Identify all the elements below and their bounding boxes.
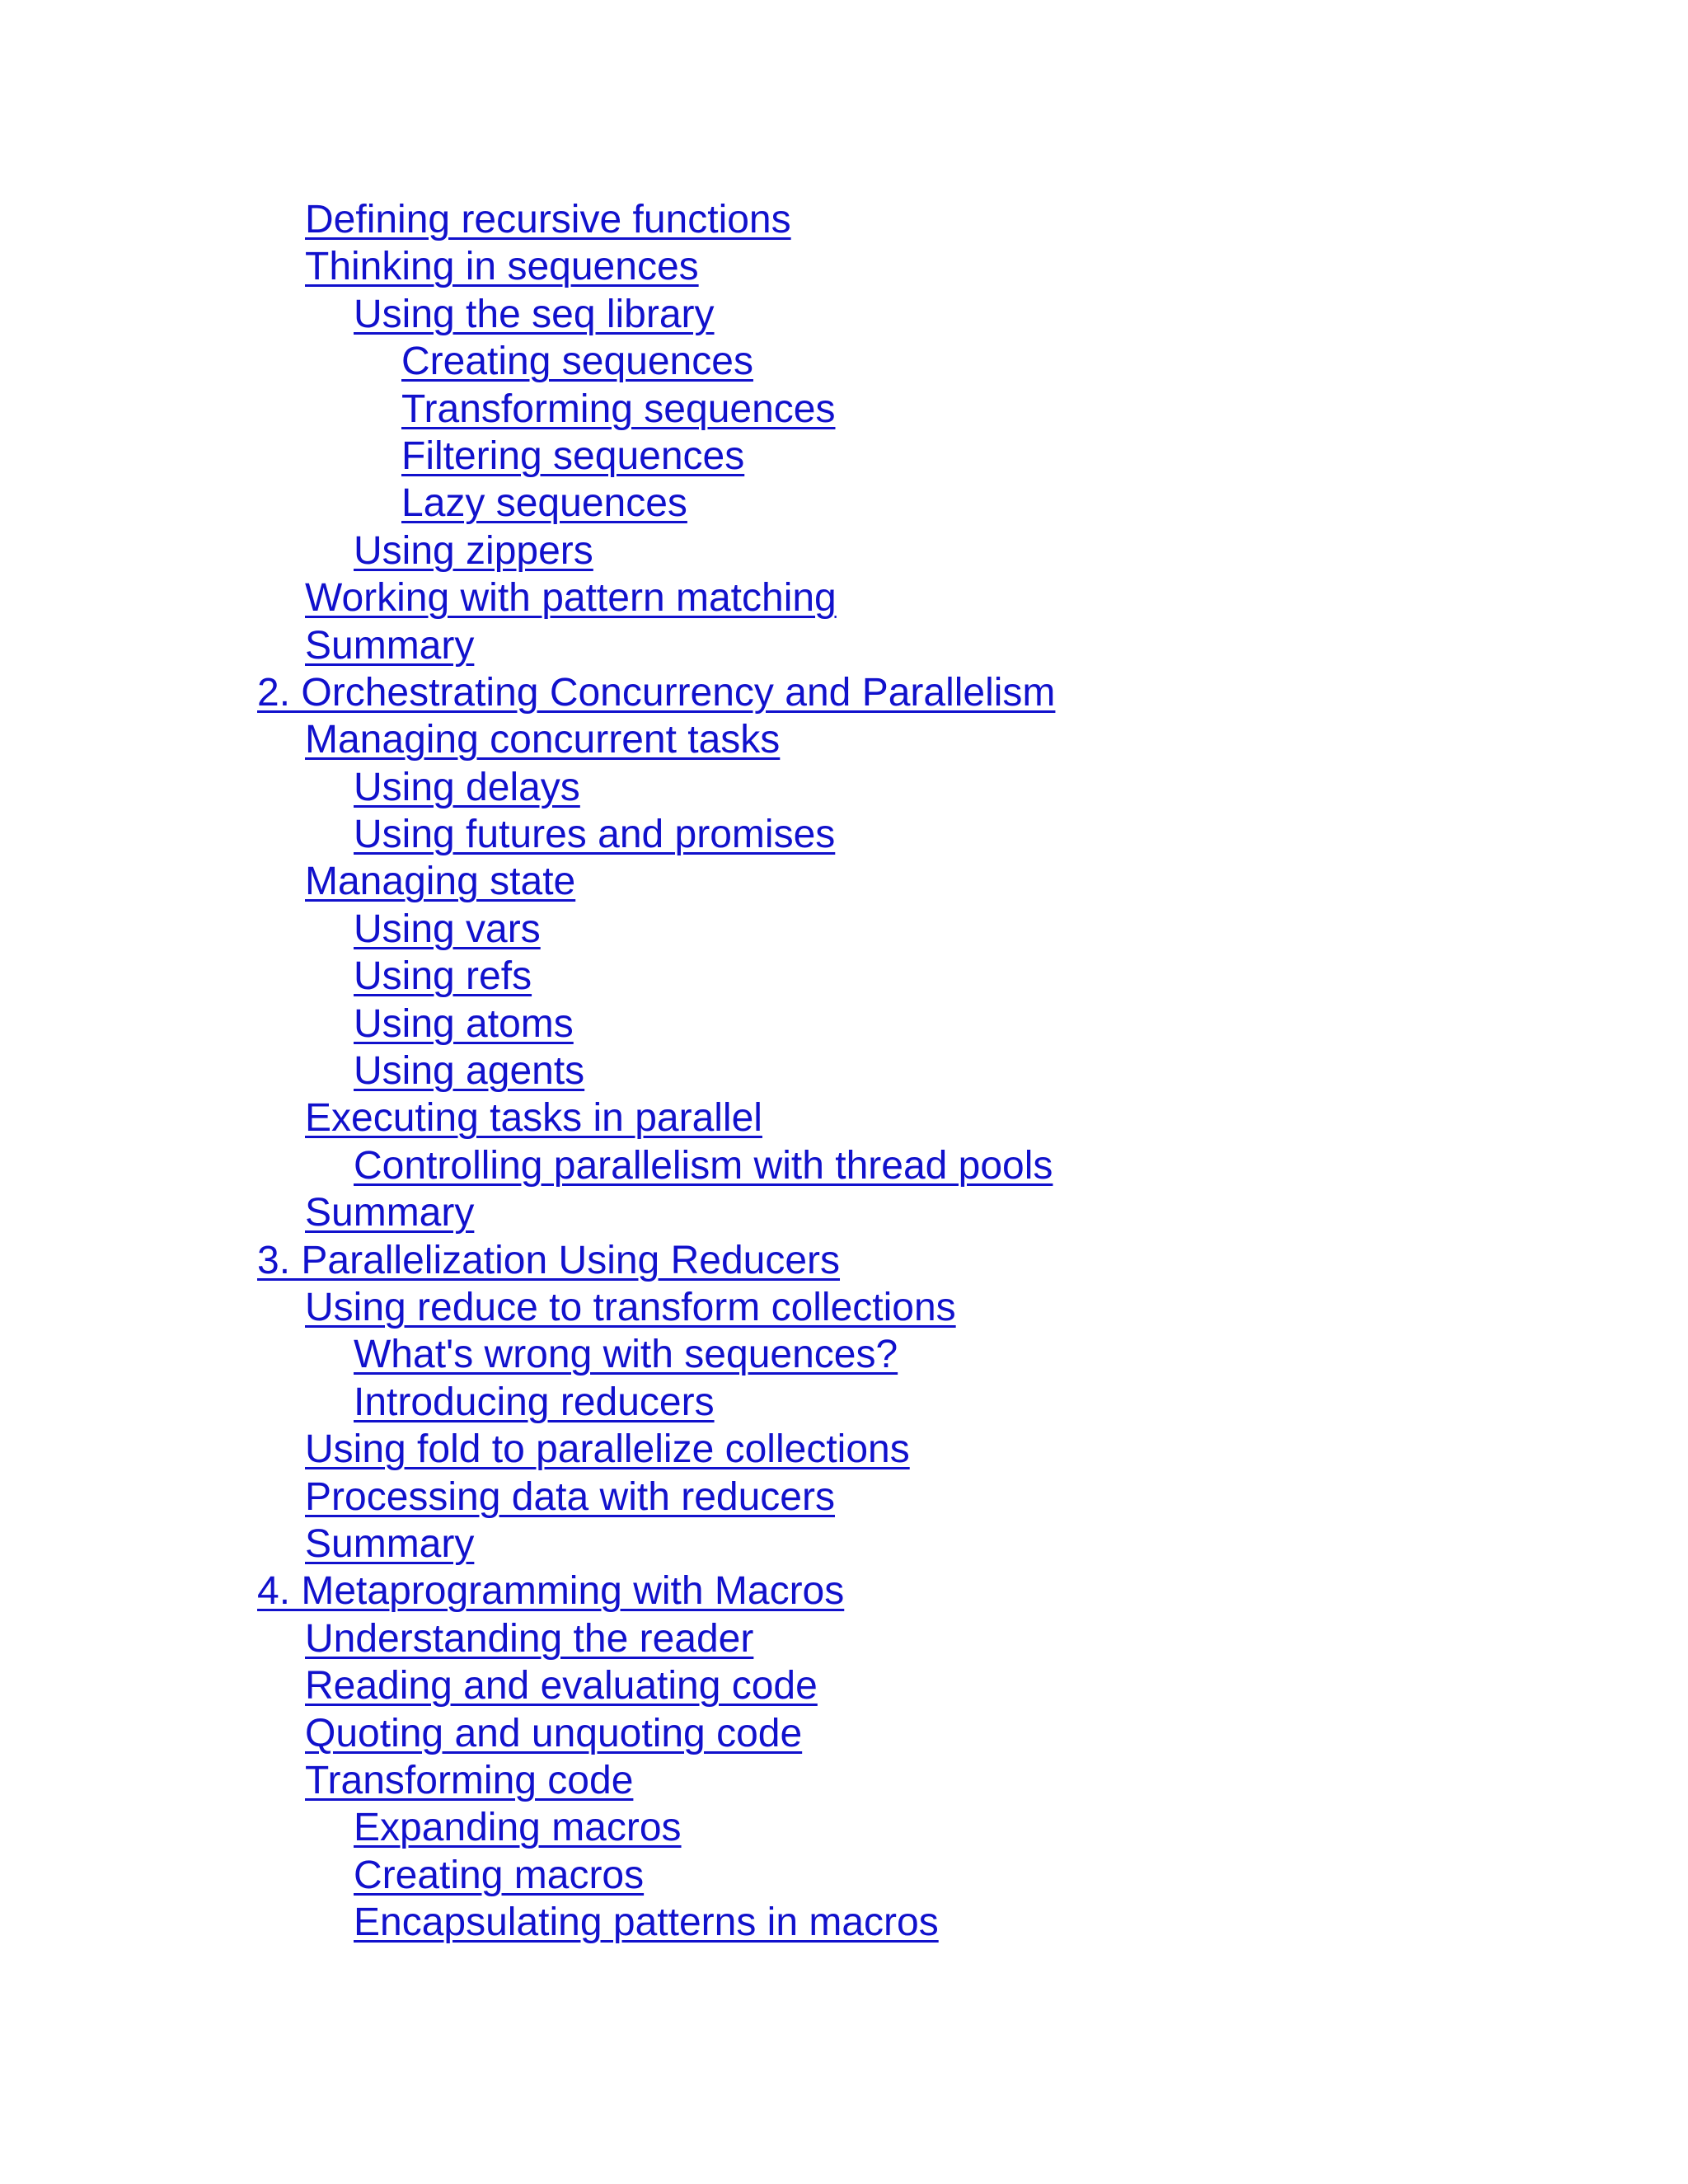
toc-entry	[257, 858, 1576, 905]
toc-link[interactable]: Lazy sequences	[401, 481, 687, 526]
toc-link[interactable]: Using reduce to transform collections	[305, 1285, 956, 1329]
toc-entry	[257, 1189, 1576, 1236]
toc-link[interactable]: Quoting and unquoting code	[305, 1711, 803, 1755]
toc-entry	[257, 811, 1576, 858]
toc-link[interactable]: Using delays	[354, 765, 580, 809]
toc-link[interactable]: Processing data with reducers	[305, 1474, 835, 1519]
toc-link[interactable]: Using vars	[354, 907, 541, 951]
chapter-link[interactable]: 2. Orchestrating Concurrency and Parallelism	[257, 670, 1056, 715]
toc-entry	[257, 1804, 1576, 1851]
toc-link[interactable]: Filtering sequences	[401, 434, 745, 478]
toc-entry	[257, 716, 1576, 763]
toc-link[interactable]: Working with pattern matching	[305, 576, 837, 621]
toc-link[interactable]: Introducing reducers	[354, 1380, 715, 1424]
toc-entry	[257, 1662, 1576, 1709]
toc-link[interactable]: Managing concurrent tasks	[305, 718, 781, 762]
toc-entry	[257, 1852, 1576, 1899]
toc-entry	[257, 196, 1576, 243]
toc-entry	[257, 338, 1576, 385]
toc-link[interactable]: Understanding the reader	[305, 1616, 754, 1661]
toc-entry	[257, 1521, 1576, 1568]
toc-link[interactable]: Using fold to parallelize collections	[305, 1427, 910, 1472]
toc-link[interactable]: Creating sequences	[401, 340, 753, 384]
toc-entry	[257, 1615, 1576, 1662]
toc-entry	[257, 574, 1576, 621]
toc-link[interactable]: Thinking in sequences	[305, 245, 699, 289]
toc-link[interactable]: Controlling parallelism with thread pools	[354, 1143, 1053, 1188]
toc-link[interactable]: What's wrong with sequences?	[354, 1333, 898, 1377]
chapter-link[interactable]: 3. Parallelization Using Reducers	[257, 1238, 841, 1282]
toc-entry	[257, 386, 1576, 433]
toc-entry	[257, 1142, 1576, 1189]
toc-entry	[257, 622, 1576, 669]
toc-link[interactable]: Summary	[305, 1521, 475, 1566]
toc-link[interactable]: Transforming sequences	[401, 387, 836, 431]
toc-chapter-entry	[257, 1237, 1576, 1284]
toc-link[interactable]: Expanding macros	[354, 1806, 682, 1850]
toc-entry	[257, 1094, 1576, 1141]
toc-entry	[257, 1331, 1576, 1378]
table-of-contents	[257, 196, 1576, 1946]
toc-entry	[257, 291, 1576, 338]
toc-entry	[257, 1474, 1576, 1521]
toc-link[interactable]: Managing state	[305, 860, 576, 904]
toc-entry	[257, 243, 1576, 290]
toc-chapter-entry	[257, 669, 1576, 716]
toc-link[interactable]: Defining recursive functions	[305, 198, 791, 241]
toc-entry	[257, 1379, 1576, 1426]
toc-link[interactable]: Reading and evaluating code	[305, 1664, 818, 1708]
toc-entry	[257, 1284, 1576, 1331]
toc-link[interactable]: Using atoms	[354, 1001, 574, 1046]
toc-link[interactable]: Using futures and promises	[354, 813, 836, 857]
toc-link[interactable]: Transforming code	[305, 1758, 634, 1802]
toc-entry	[257, 764, 1576, 811]
toc-link[interactable]: Summary	[305, 623, 475, 668]
toc-link[interactable]: Using zippers	[354, 528, 593, 573]
toc-entry	[257, 1710, 1576, 1757]
toc-entry	[257, 906, 1576, 953]
toc-entry	[257, 1757, 1576, 1804]
toc-chapter-entry	[257, 1568, 1576, 1615]
toc-entry	[257, 1426, 1576, 1473]
toc-entry	[257, 1899, 1576, 1946]
toc-entry	[257, 953, 1576, 1000]
toc-link[interactable]: Summary	[305, 1191, 475, 1235]
toc-entry	[257, 480, 1576, 527]
toc-link[interactable]: Using agents	[354, 1049, 585, 1094]
chapter-link[interactable]: 4. Metaprogramming with Macros	[257, 1569, 845, 1614]
toc-link[interactable]: Encapsulating patterns in macros	[354, 1900, 939, 1945]
toc-link[interactable]: Using the seq library	[354, 292, 715, 336]
toc-link[interactable]: Creating macros	[354, 1853, 645, 1897]
toc-link[interactable]: Executing tasks in parallel	[305, 1096, 762, 1141]
toc-entry	[257, 1001, 1576, 1047]
toc-entry	[257, 1047, 1576, 1094]
toc-entry	[257, 527, 1576, 574]
toc-entry	[257, 433, 1576, 480]
toc-link[interactable]: Using refs	[354, 954, 532, 999]
